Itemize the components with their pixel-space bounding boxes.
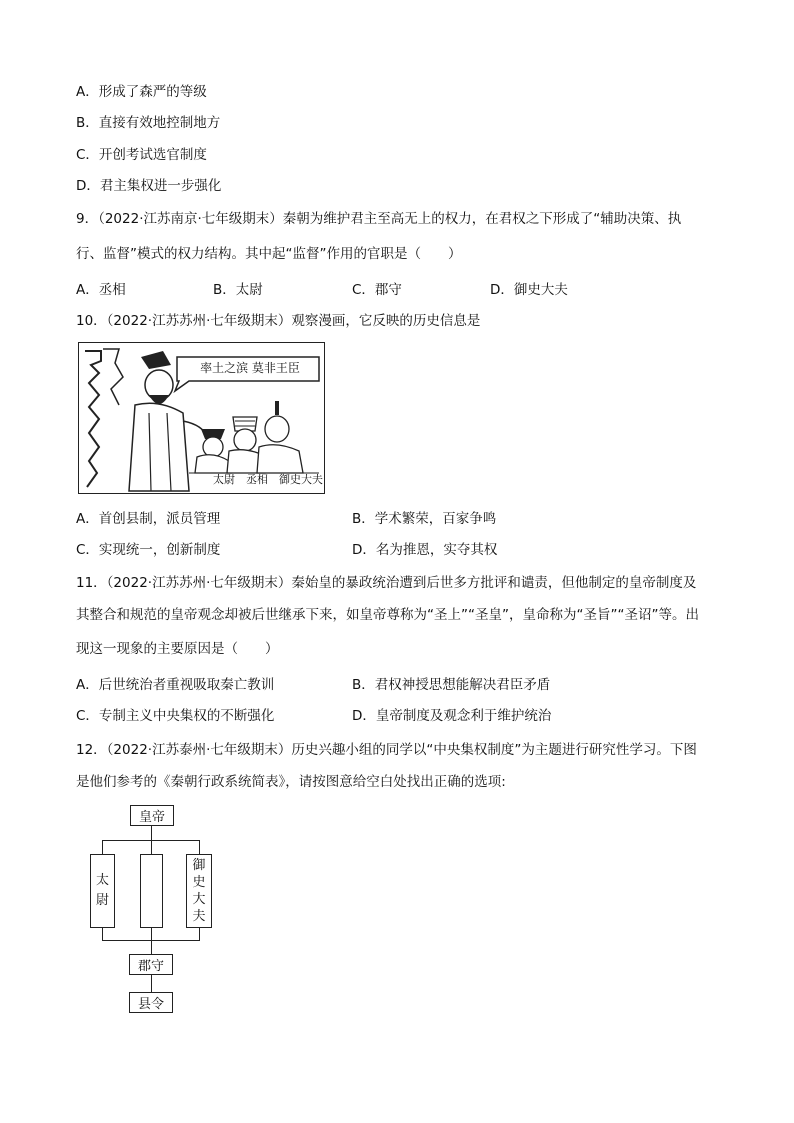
q9-stem-line1: 9．（2022·江苏南京·七年级期末）秦朝为维护君主至高无上的权力，在君权之下形成了“辅助决策、执	[76, 211, 682, 227]
q11-option-c: C．专制主义中央集权的不断强化	[76, 708, 275, 724]
comic-speech-bubble: 率土之滨 莫非王臣	[200, 361, 300, 375]
q11-stem-line2: 其整合和规范的皇帝观念却被后世继承下来，如皇帝尊称为“圣上”“圣皇”，皇命称为“圣旨”“圣诏”等。出	[76, 607, 699, 623]
q12-stem-line1: 12．（2022·江苏泰州·七年级期末）历史兴趣小组的同学以“中央集权制度”为主题进行研究性学习。下图	[76, 742, 697, 758]
q9-stem-line2: 行、监督”模式的权力结构。其中起“监督”作用的官职是（ ）	[76, 246, 462, 262]
q9-option-c: C．郡守	[352, 282, 402, 298]
chart-connector	[151, 840, 152, 854]
q10-option-d: D．名为推恩，实夺其权	[352, 542, 498, 558]
chart-connector	[199, 928, 200, 940]
q11-stem-line1: 11．（2022·江苏苏州·七年级期末）秦始皇的暴政统治遭到后世多方批评和谴责，但他制定的皇帝制度及	[76, 575, 697, 591]
chart-yushidafu-char: 大	[192, 892, 206, 907]
q8-option-b: B．直接有效地控制地方	[76, 115, 221, 131]
q10-stem: 10．（2022·江苏苏州·七年级期末）观察漫画，它反映的历史信息是	[76, 313, 481, 329]
chart-yushidafu-char: 夫	[192, 909, 206, 924]
q8-option-d: D．君主集权进一步强化	[76, 178, 222, 194]
comic-illustration	[78, 342, 325, 494]
chart-connector	[199, 840, 200, 854]
q11-option-d: D．皇帝制度及观念利于维护统治	[352, 708, 552, 724]
chart-taiwei-char: 太	[95, 873, 109, 888]
q8-option-c: C．开创考试选官制度	[76, 147, 207, 163]
chart-yushidafu-box	[186, 854, 212, 928]
chart-connector	[151, 975, 152, 992]
chart-connector	[151, 928, 152, 940]
chart-connector	[102, 928, 103, 940]
chart-xianling-box: 县令	[129, 992, 173, 1013]
q11-option-a: A．后世统治者重视吸取秦亡教训	[76, 677, 275, 693]
chart-yushidafu-char: 史	[192, 875, 206, 890]
q11-stem-line3: 现这一现象的主要原因是（ ）	[76, 641, 279, 657]
q9-option-b: B．太尉	[213, 282, 263, 298]
chart-connector	[151, 940, 152, 954]
chart-taiwei-char: 尉	[95, 893, 109, 908]
chart-junshou-box: 郡守	[129, 954, 173, 975]
chart-emperor-box: 皇帝	[130, 805, 174, 826]
chart-connector	[151, 826, 152, 840]
chart-blank-box	[140, 854, 163, 928]
q11-option-b: B．君权神授思想能解决君臣矛盾	[352, 677, 551, 693]
q9-option-a: A．丞相	[76, 282, 126, 298]
q10-option-b: B．学术繁荣，百家争鸣	[352, 511, 497, 527]
q8-option-a: A．形成了森严的等级	[76, 84, 207, 100]
comic-caption: 太尉 丞相 御史大夫	[213, 473, 323, 486]
chart-yushidafu-char: 御	[192, 858, 206, 873]
chart-connector	[102, 840, 103, 854]
q10-option-a: A．首创县制，派员管理	[76, 511, 221, 527]
q10-option-c: C．实现统一，创新制度	[76, 542, 221, 558]
chart-taiwei-box	[90, 854, 115, 928]
q9-option-d: D．御史大夫	[490, 282, 568, 298]
q12-stem-line2: 是他们参考的《秦朝行政系统简表》，请按图意给空白处找出正确的选项:	[76, 774, 506, 790]
